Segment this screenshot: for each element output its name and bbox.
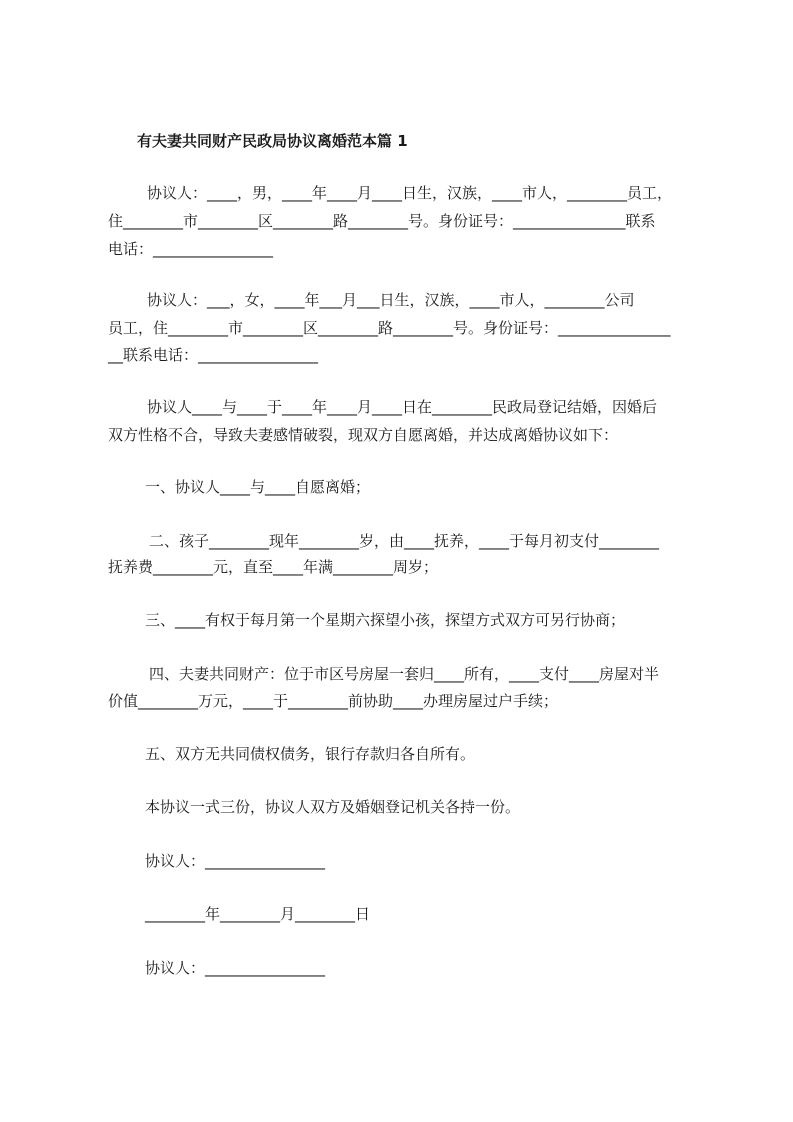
para-3-line-1: 协议人____与____于____年____月____日在________民政局登记结婚，因婚后 [147,398,658,416]
para-2-line-3: __联系电话：________________ [108,346,319,364]
para-2-line-2: 员工，住________市________区________路________号。身份证号：_______________ [108,319,671,337]
clause-2-line-1: 二、孩子________现年________岁，由____抚养，____于每月初支付________ [149,532,660,550]
clause-5: 五、双方无共同债权债务，银行存款归各自所有。 [145,745,476,763]
clause-3: 三、____有权于每月第一个星期六探望小孩，探望方式双方可另行协商； [145,611,626,629]
signature-line-1: 协议人：________________ [145,852,326,870]
clause-2-line-2: 抚养费________元，直至____年满________周岁； [108,558,439,576]
date-line: ________年________月________日 [145,905,371,923]
document-title: 有夫妻共同财产民政局协议离婚范本篇 1 [137,132,408,150]
para-2-line-1: 协议人：___，女，____年___月___日生，汉族，____市人，________公司 [147,291,635,309]
para-1-line-2: 住________市________区________路________号。身份证号：_______________联系 [108,212,656,230]
para-1-line-1: 协议人：____，男，____年____月____日生，汉族，____市人，________员工， [147,184,673,202]
para-1-line-3: 电话：________________ [108,240,274,258]
signature-line-2: 协议人：________________ [145,959,326,977]
para-3-line-2: 双方性格不合，导致夫妻感情破裂，现双方自愿离婚，并达成离婚协议如下： [108,426,619,444]
copies-statement: 本协议一式三份，协议人双方及婚姻登记机关各持一份。 [145,798,521,816]
clause-4-line-1: 四、夫妻共同财产：位于市区号房屋一套归____所有，____支付____房屋对半 [149,665,660,683]
clause-1: 一、协议人____与____自愿离婚； [145,478,371,496]
clause-4-line-2: 价值________万元，____于________前协助____办理房屋过户手续； [108,692,559,710]
